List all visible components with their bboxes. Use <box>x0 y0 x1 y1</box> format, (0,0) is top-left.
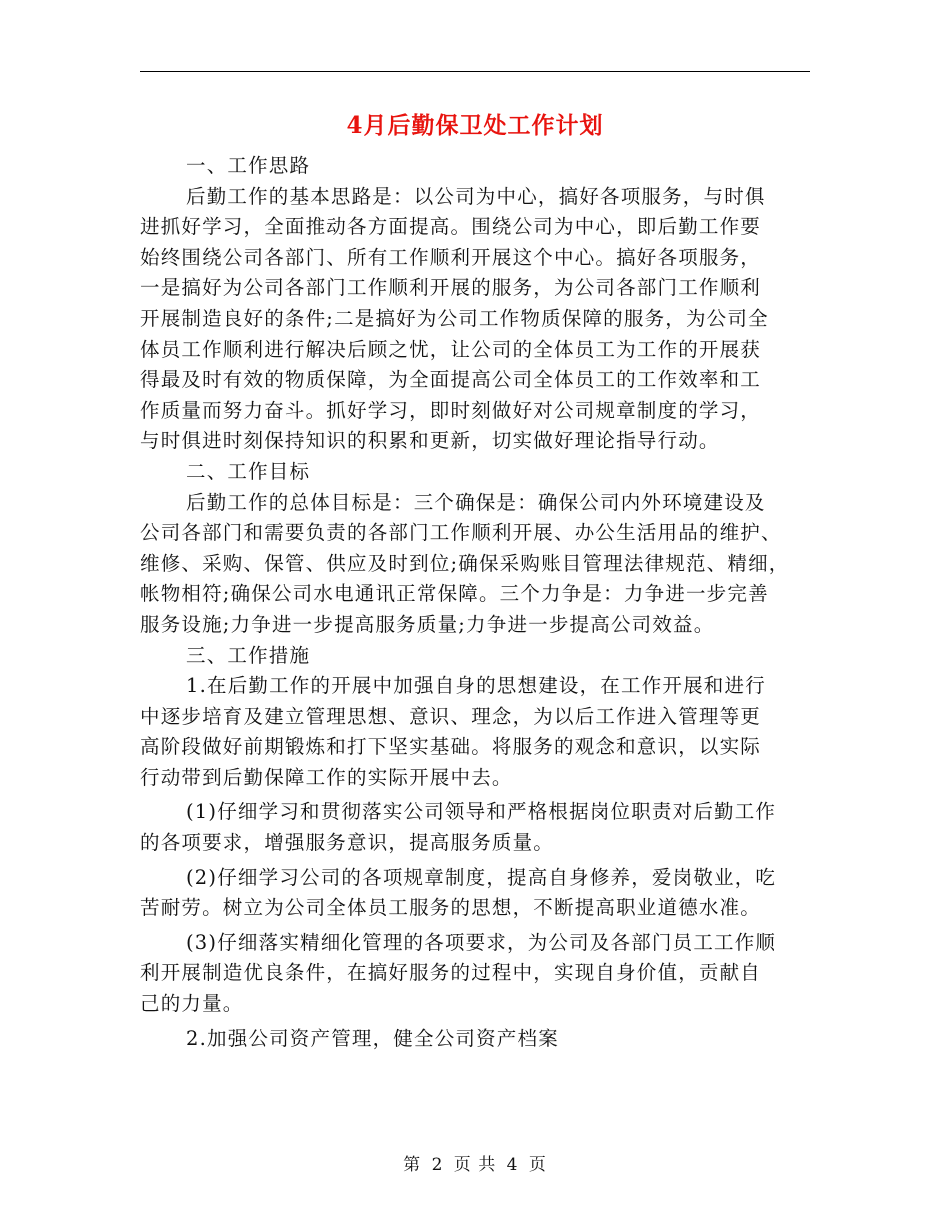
paragraph-line: 与时俱进时刻保持知识的积累和更新，切实做好理论指导行动。 <box>140 429 720 453</box>
paragraph-line: 作质量而努力奋斗。抓好学习，即时刻做好对公司规章制度的学习， <box>140 398 762 422</box>
list-item-1-2: (2)仔细学习公司的各项规章制度，提高自身修养，爱岗敬业，吃 <box>186 865 777 889</box>
list-item-1-3: (3)仔细落实精细化管理的各项要求，为公司及各部门员工工作顺 <box>186 930 777 954</box>
page-footer <box>0 1153 950 1177</box>
paragraph-line: 一是搞好为公司各部门工作顺利开展的服务，为公司各部门工作顺利 <box>140 276 762 300</box>
paragraph-line: 的各项要求，增强服务意识，提高服务质量。 <box>140 831 555 855</box>
list-item-1-1: (1)仔细学习和贯彻落实公司领导和严格根据岗位职责对后勤工作 <box>186 800 777 824</box>
paragraph-line: 后勤工作的基本思路是：以公司为中心，搞好各项服务，与时俱 <box>186 184 766 208</box>
current-page-number: 2 <box>431 1155 444 1175</box>
paragraph-line: 维修、采购、保管、供应及时到位;确保采购账目管理法律规范、精细， <box>140 551 790 575</box>
document-title: 4月后勤保卫处工作计划 <box>346 112 604 139</box>
section-heading-2: 二、工作目标 <box>186 459 311 483</box>
header-rule <box>140 71 810 72</box>
paragraph-line: 己的力量。 <box>140 992 244 1016</box>
section-heading-1: 一、工作思路 <box>186 154 311 177</box>
paragraph-line: 行动带到后勤保障工作的实际开展中去。 <box>140 765 513 789</box>
document-body <box>140 151 810 1054</box>
paragraph-line: 苦耐劳。树立为公司全体员工服务的思想，不断提高职业道德水准。 <box>140 896 762 920</box>
total-pages-number: 4 <box>506 1155 519 1175</box>
page-label-suffix: 页 <box>528 1155 547 1175</box>
paragraph-line: 高阶段做好前期锻炼和打下坚实基础。将服务的观念和意识，以实际 <box>140 735 762 759</box>
page-label-mid: 页 共 <box>453 1155 497 1175</box>
paragraph-line: 帐物相符;确保公司水电通讯正常保障。三个力争是：力争进一步完善 <box>140 582 769 606</box>
paragraph-line: 服务设施;力争进一步提高服务质量;力争进一步提高公司效益。 <box>140 612 715 636</box>
paragraph-line: 始终围绕公司各部门、所有工作顺利开展这个中心。搞好各项服务， <box>140 245 762 269</box>
paragraph-line: 开展制造良好的条件;二是搞好为公司工作物质保障的服务，为公司全 <box>140 306 769 330</box>
paragraph-line: 1.在后勤工作的开展中加强自身的思想建设，在工作开展和进行 <box>186 674 766 698</box>
paragraph-line: 中逐步培育及建立管理思想、意识、理念，为以后工作进入管理等更 <box>140 704 762 728</box>
page-label-prefix: 第 <box>403 1155 422 1175</box>
paragraph-line: 得最及时有效的物质保障，为全面提高公司全体员工的工作效率和工 <box>140 368 762 392</box>
paragraph-line: 公司各部门和需要负责的各部门工作顺利开展、办公生活用品的维护、 <box>140 521 782 545</box>
paragraph-line: 进抓好学习，全面推动各方面提高。围绕公司为中心，即后勤工作要 <box>140 215 762 239</box>
paragraph-line: 体员工作顺利进行解决后顾之忧，让公司的全体员工为工作的开展获 <box>140 337 762 361</box>
section-heading-3: 三、工作措施 <box>186 643 311 667</box>
paragraph-line: 后勤工作的总体目标是：三个确保是：确保公司内外环境建设及 <box>186 490 766 514</box>
paragraph-line: 利开展制造优良条件，在搞好服务的过程中，实现自身价值，贡献自 <box>140 961 762 985</box>
list-item-2: 2.加强公司资产管理，健全公司资产档案 <box>186 1026 559 1050</box>
